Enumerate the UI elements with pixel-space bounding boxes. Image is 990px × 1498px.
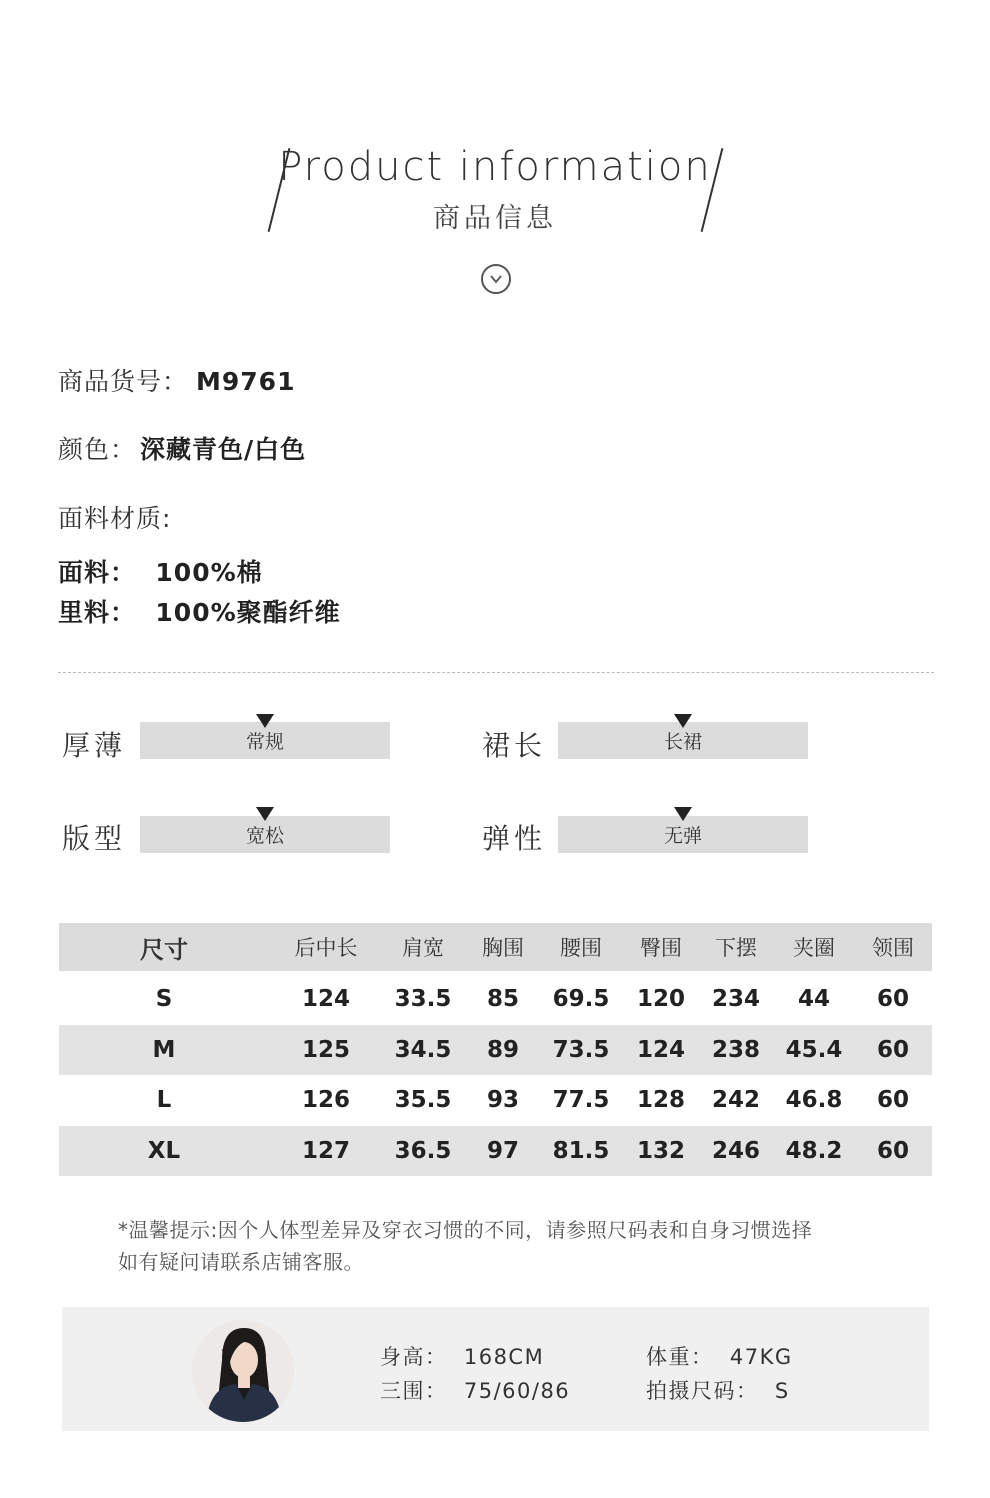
item-number-label: 商品货号： bbox=[58, 367, 189, 396]
table-cell: 124 bbox=[301, 986, 350, 1013]
attr-label-stretch: 弹性 bbox=[482, 822, 547, 855]
header-cell: 夹圈 bbox=[793, 936, 835, 960]
table-cell: 60 bbox=[876, 986, 909, 1013]
color-label: 颜色： bbox=[58, 435, 137, 464]
header-cell: 领围 bbox=[872, 936, 914, 960]
attr-label-thickness: 厚薄 bbox=[62, 729, 127, 762]
table-cell: 246 bbox=[711, 1137, 760, 1164]
table-cell: 85 bbox=[486, 986, 519, 1013]
table-cell: L bbox=[156, 1087, 172, 1114]
title-english: Product information bbox=[278, 144, 712, 190]
table-cell: 33.5 bbox=[394, 986, 452, 1013]
table-cell: 238 bbox=[711, 1036, 760, 1063]
attr-label-fit: 版型 bbox=[62, 822, 127, 855]
shell-fabric: 面料： 100%棉 bbox=[58, 558, 263, 587]
table-cell: 81.5 bbox=[552, 1137, 610, 1164]
table-cell: 124 bbox=[636, 1036, 685, 1063]
fabric-heading: 面料材质: bbox=[58, 504, 172, 533]
table-cell: 125 bbox=[301, 1036, 350, 1063]
table-cell: 234 bbox=[711, 986, 760, 1013]
size-note-line2: 如有疑问请联系店铺客服。 bbox=[118, 1250, 364, 1274]
chevron-down-icon bbox=[481, 264, 511, 294]
table-cell: 97 bbox=[486, 1137, 519, 1164]
table-cell: 34.5 bbox=[394, 1036, 452, 1063]
triangle-marker-icon bbox=[674, 714, 692, 728]
table-cell: 93 bbox=[486, 1087, 519, 1114]
model-height: 身高： 168CM bbox=[380, 1345, 545, 1369]
item-number-row bbox=[58, 362, 295, 398]
lining-fabric: 里料： 100%聚酯纤维 bbox=[58, 598, 341, 627]
size-table bbox=[59, 923, 932, 1176]
table-row bbox=[59, 1025, 932, 1076]
table-cell: 45.4 bbox=[785, 1036, 843, 1063]
table-row bbox=[59, 1075, 932, 1126]
section-divider bbox=[58, 672, 934, 673]
model-measurements: 三围： 75/60/86 bbox=[380, 1379, 571, 1403]
table-cell: 60 bbox=[876, 1087, 909, 1114]
table-row bbox=[59, 974, 932, 1025]
table-cell: 46.8 bbox=[785, 1087, 843, 1114]
table-cell: 120 bbox=[636, 986, 685, 1013]
table-cell: 36.5 bbox=[394, 1137, 452, 1164]
color-value: 深藏青色/白色 bbox=[140, 435, 307, 464]
header-cell: 腰围 bbox=[560, 936, 602, 960]
model-weight: 体重： 47KG bbox=[646, 1345, 793, 1369]
table-cell: 242 bbox=[711, 1087, 760, 1114]
attr-bar-stretch bbox=[558, 816, 808, 853]
table-cell: 60 bbox=[876, 1137, 909, 1164]
attr-value-fit: 宽松 bbox=[245, 825, 284, 847]
table-cell: S bbox=[155, 986, 173, 1013]
avatar bbox=[192, 1320, 294, 1422]
color-row bbox=[58, 430, 306, 466]
attr-value-length: 长裙 bbox=[663, 731, 702, 753]
table-cell: 73.5 bbox=[552, 1036, 610, 1063]
attr-bar-fit bbox=[140, 816, 390, 853]
table-cell: 48.2 bbox=[785, 1137, 843, 1164]
table-cell: 89 bbox=[486, 1036, 519, 1063]
table-cell: 35.5 bbox=[394, 1087, 452, 1114]
table-row bbox=[59, 1126, 932, 1177]
title-chinese: 商品信息 bbox=[433, 203, 557, 234]
table-cell: 44 bbox=[797, 986, 830, 1013]
table-cell: M bbox=[152, 1036, 176, 1063]
table-cell: 128 bbox=[636, 1087, 685, 1114]
triangle-marker-icon bbox=[256, 807, 274, 821]
attr-value-thickness: 常规 bbox=[245, 731, 284, 753]
item-number-value: M9761 bbox=[196, 367, 296, 396]
header-cell: 胸围 bbox=[482, 936, 524, 960]
header-cell: 后中长 bbox=[294, 936, 358, 960]
attr-value-stretch: 无弹 bbox=[663, 825, 702, 847]
header-cell: 臀围 bbox=[640, 936, 682, 960]
table-cell: 132 bbox=[636, 1137, 685, 1164]
header-cell: 尺寸 bbox=[140, 935, 188, 964]
size-table-header bbox=[59, 923, 932, 971]
table-cell: 126 bbox=[301, 1087, 350, 1114]
header-cell: 肩宽 bbox=[402, 936, 444, 960]
attr-label-length: 裙长 bbox=[482, 729, 547, 762]
table-cell: 127 bbox=[301, 1137, 350, 1164]
table-cell: 77.5 bbox=[552, 1087, 610, 1114]
header-cell: 下摆 bbox=[715, 936, 757, 960]
model-size: 拍摄尺码： S bbox=[646, 1379, 790, 1403]
table-cell: 69.5 bbox=[552, 986, 610, 1013]
table-cell: XL bbox=[147, 1137, 181, 1164]
triangle-marker-icon bbox=[674, 807, 692, 821]
triangle-marker-icon bbox=[256, 714, 274, 728]
size-note-line1: *温馨提示:因个人体型差异及穿衣习惯的不同，请参照尺码表和自身习惯选择 bbox=[118, 1218, 813, 1242]
table-cell: 60 bbox=[876, 1036, 909, 1063]
